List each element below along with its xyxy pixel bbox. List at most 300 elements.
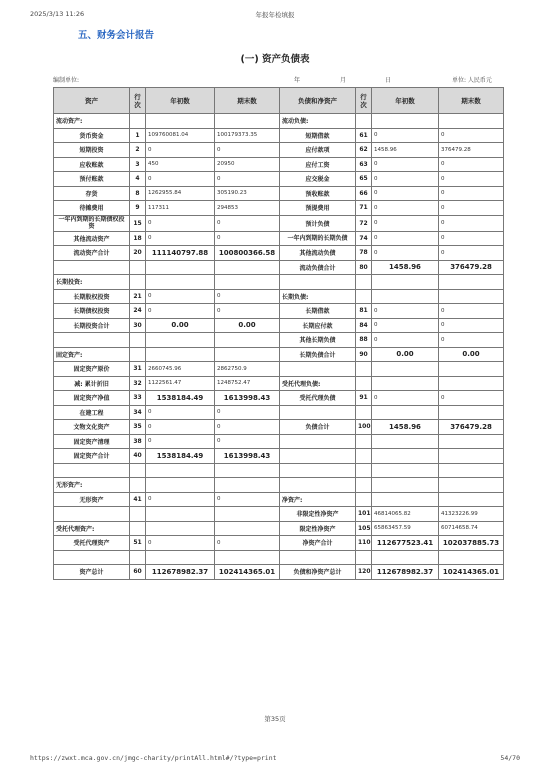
empty-cell	[54, 260, 130, 275]
print-page-title: 年报年检填报	[255, 11, 295, 19]
empty-cell	[130, 260, 146, 275]
asset-item-label: 固定资产合计	[54, 449, 130, 464]
asset-begin-value: 0	[146, 231, 215, 246]
asset-section-label: 无形资产:	[54, 478, 130, 493]
empty-cell	[439, 275, 504, 290]
asset-end-value: 305190.23	[215, 186, 280, 201]
asset-end-value: 0	[215, 143, 280, 158]
asset-end-value: 0	[215, 536, 280, 551]
report-title: (一) 资产负债表	[240, 54, 310, 65]
liability-end-value: 0	[439, 333, 504, 348]
asset-end-value: 0	[215, 492, 280, 507]
liability-begin-value: 0.00	[372, 347, 439, 362]
asset-begin-value: 0	[146, 492, 215, 507]
liability-item-label: 短期借款	[280, 128, 356, 143]
asset-item-label: 资产总计	[54, 565, 130, 580]
asset-begin-value: 1538184.49	[146, 449, 215, 464]
asset-item-label: 待摊费用	[54, 201, 130, 216]
empty-cell	[356, 478, 372, 493]
table-row	[54, 143, 504, 158]
empty-cell	[280, 449, 356, 464]
print-page-count: 54/70	[500, 754, 520, 762]
liability-item-label: 净资产合计	[280, 536, 356, 551]
liability-begin-value: 1458.96	[372, 260, 439, 275]
asset-item-label: 无形资产	[54, 492, 130, 507]
asset-begin-value: 0	[146, 172, 215, 187]
asset-item-label: 流动资产合计	[54, 246, 130, 261]
empty-cell	[372, 463, 439, 478]
asset-begin-value: 0	[146, 420, 215, 435]
empty-cell	[356, 434, 372, 449]
asset-end-value: 100179373.35	[215, 128, 280, 143]
empty-cell	[372, 289, 439, 304]
liability-item-label: 限定性净资产	[280, 521, 356, 536]
empty-cell	[146, 507, 215, 522]
table-row	[54, 391, 504, 406]
header-end: 期末数	[215, 88, 280, 114]
empty-cell	[146, 114, 215, 129]
empty-cell	[215, 333, 280, 348]
asset-row-number: 35	[130, 420, 146, 435]
liability-row-number: 80	[356, 260, 372, 275]
liability-begin-value: 0	[372, 172, 439, 187]
table-row	[54, 304, 504, 319]
liability-item-label: 受托代理负债	[280, 391, 356, 406]
asset-item-label: 短期投资	[54, 143, 130, 158]
empty-cell	[215, 521, 280, 536]
asset-begin-value: 1538184.49	[146, 391, 215, 406]
empty-cell	[130, 507, 146, 522]
liability-row-number: 105	[356, 521, 372, 536]
asset-section-label: 受托代理资产:	[54, 521, 130, 536]
empty-cell	[372, 275, 439, 290]
page-number: 第35页	[264, 715, 286, 723]
empty-cell	[372, 114, 439, 129]
liability-item-label: 其他流动负债	[280, 246, 356, 261]
liability-row-number: 66	[356, 186, 372, 201]
asset-end-value: 2862750.9	[215, 362, 280, 377]
empty-cell	[215, 260, 280, 275]
asset-row-number: 41	[130, 492, 146, 507]
empty-cell	[215, 463, 280, 478]
liability-begin-value: 46814065.82	[372, 507, 439, 522]
liability-begin-value: 0	[372, 304, 439, 319]
asset-item-label: 应收账款	[54, 157, 130, 172]
table-row	[54, 434, 504, 449]
liability-row-number: 91	[356, 391, 372, 406]
asset-row-number: 51	[130, 536, 146, 551]
asset-row-number: 3	[130, 157, 146, 172]
empty-cell	[439, 114, 504, 129]
liability-begin-value: 0	[372, 333, 439, 348]
asset-begin-value: 117311	[146, 201, 215, 216]
liability-end-value: 0	[439, 318, 504, 333]
liability-begin-value: 0	[372, 391, 439, 406]
liability-end-value: 0	[439, 304, 504, 319]
liability-item-label: 流动负债合计	[280, 260, 356, 275]
header-row-no-2: 行次	[356, 88, 372, 114]
table-row	[54, 420, 504, 435]
liability-begin-value: 0	[372, 231, 439, 246]
liability-row-number: 110	[356, 536, 372, 551]
asset-end-value: 294853	[215, 201, 280, 216]
table-row	[54, 201, 504, 216]
table-row	[54, 565, 504, 580]
empty-cell	[439, 449, 504, 464]
table-row	[54, 536, 504, 551]
empty-cell	[356, 449, 372, 464]
table-row	[54, 157, 504, 172]
asset-row-number: 1	[130, 128, 146, 143]
table-row	[54, 318, 504, 333]
liability-item-label: 预提费用	[280, 201, 356, 216]
asset-row-number: 15	[130, 215, 146, 231]
empty-cell	[439, 362, 504, 377]
asset-end-value: 0	[215, 304, 280, 319]
asset-item-label: 一年内到期的长期债权投资	[54, 215, 130, 231]
empty-cell	[372, 362, 439, 377]
liability-item-label: 一年内到期的长期负债	[280, 231, 356, 246]
empty-cell	[146, 347, 215, 362]
asset-begin-value: 0	[146, 215, 215, 231]
empty-cell	[146, 275, 215, 290]
header-row-no: 行次	[130, 88, 146, 114]
asset-item-label: 长期股权投资	[54, 289, 130, 304]
asset-row-number: 38	[130, 434, 146, 449]
liability-item-label: 负债和净资产总计	[280, 565, 356, 580]
asset-row-number: 32	[130, 376, 146, 391]
asset-end-value: 1248752.47	[215, 376, 280, 391]
liability-end-value: 376479.28	[439, 420, 504, 435]
empty-cell	[372, 449, 439, 464]
liability-row-number: 120	[356, 565, 372, 580]
liability-begin-value: 0	[372, 246, 439, 261]
asset-end-value: 0	[215, 420, 280, 435]
empty-cell	[372, 405, 439, 420]
header-begin: 年初数	[146, 88, 215, 114]
liability-end-value: 0	[439, 157, 504, 172]
empty-cell	[439, 463, 504, 478]
table-row	[54, 362, 504, 377]
asset-row-number: 30	[130, 318, 146, 333]
liability-begin-value: 112678982.37	[372, 565, 439, 580]
asset-item-label: 预付账款	[54, 172, 130, 187]
table-row	[54, 215, 504, 231]
liability-item-label: 应付工资	[280, 157, 356, 172]
asset-begin-value: 0	[146, 536, 215, 551]
asset-item-label: 固定资产清理	[54, 434, 130, 449]
table-row	[54, 405, 504, 420]
print-url: https://zwxt.mca.gov.cn/jmgc-charity/printAll.html#/?type=print	[30, 754, 277, 762]
liability-end-value: 0	[439, 215, 504, 231]
asset-end-value: 0	[215, 231, 280, 246]
asset-begin-value: 0	[146, 143, 215, 158]
asset-end-value: 0	[215, 405, 280, 420]
liability-end-value: 0	[439, 128, 504, 143]
asset-begin-value: 109760081.04	[146, 128, 215, 143]
empty-cell	[356, 289, 372, 304]
liability-section-label: 长期负债:	[280, 289, 356, 304]
asset-begin-value: 0.00	[146, 318, 215, 333]
empty-cell	[54, 333, 130, 348]
asset-item-label: 固定资产原价	[54, 362, 130, 377]
asset-row-number: 20	[130, 246, 146, 261]
asset-begin-value: 1262955.84	[146, 186, 215, 201]
liability-end-value: 102037885.73	[439, 536, 504, 551]
empty-cell	[356, 376, 372, 391]
asset-end-value: 20950	[215, 157, 280, 172]
empty-cell	[280, 478, 356, 493]
table-row	[54, 463, 504, 478]
asset-row-number: 40	[130, 449, 146, 464]
liability-section-label: 流动负债:	[280, 114, 356, 129]
header-asset: 资产	[54, 88, 130, 114]
empty-cell	[215, 347, 280, 362]
asset-section-label: 长期投资:	[54, 275, 130, 290]
table-row	[54, 376, 504, 391]
asset-end-value: 0	[215, 172, 280, 187]
asset-end-value: 0	[215, 215, 280, 231]
liability-row-number: 78	[356, 246, 372, 261]
asset-row-number: 18	[130, 231, 146, 246]
empty-cell	[54, 507, 130, 522]
empty-cell	[439, 478, 504, 493]
asset-row-number: 33	[130, 391, 146, 406]
table-row	[54, 550, 504, 565]
empty-cell	[280, 463, 356, 478]
asset-row-number: 8	[130, 186, 146, 201]
empty-cell	[372, 434, 439, 449]
liability-end-value: 0	[439, 186, 504, 201]
liability-row-number: 100	[356, 420, 372, 435]
asset-section-label: 流动资产:	[54, 114, 130, 129]
liability-begin-value: 65863457.59	[372, 521, 439, 536]
liability-end-value: 376479.28	[439, 143, 504, 158]
liability-begin-value: 0	[372, 318, 439, 333]
asset-item-label: 货币资金	[54, 128, 130, 143]
empty-cell	[130, 275, 146, 290]
table-row	[54, 128, 504, 143]
table-row	[54, 246, 504, 261]
empty-cell	[356, 362, 372, 377]
liability-begin-value: 0	[372, 186, 439, 201]
liability-end-value: 41323226.99	[439, 507, 504, 522]
header-liabilities: 负债和净资产	[280, 88, 356, 114]
asset-row-number: 9	[130, 201, 146, 216]
empty-cell	[372, 376, 439, 391]
liability-item-label: 长期应付款	[280, 318, 356, 333]
table-row	[54, 507, 504, 522]
month-label: 月	[340, 77, 347, 84]
table-row	[54, 478, 504, 493]
table-row	[54, 492, 504, 507]
empty-cell	[146, 521, 215, 536]
empty-cell	[280, 434, 356, 449]
liability-row-number: 81	[356, 304, 372, 319]
empty-cell	[356, 114, 372, 129]
currency-label: 单位: 人民币元	[452, 77, 492, 84]
asset-begin-value: 2660745.96	[146, 362, 215, 377]
asset-row-number: 60	[130, 565, 146, 580]
empty-cell	[130, 463, 146, 478]
liability-item-label: 其他长期负债	[280, 333, 356, 348]
empty-cell	[130, 550, 146, 565]
liability-item-label: 负债合计	[280, 420, 356, 435]
asset-item-label: 在建工程	[54, 405, 130, 420]
liability-end-value: 0	[439, 172, 504, 187]
empty-cell	[146, 478, 215, 493]
liability-begin-value: 1458.96	[372, 420, 439, 435]
asset-end-value: 0.00	[215, 318, 280, 333]
empty-cell	[280, 362, 356, 377]
empty-cell	[356, 463, 372, 478]
empty-cell	[215, 478, 280, 493]
unit-label: 编制单位:	[53, 77, 80, 84]
empty-cell	[356, 405, 372, 420]
empty-cell	[439, 550, 504, 565]
empty-cell	[130, 478, 146, 493]
liability-end-value: 0.00	[439, 347, 504, 362]
asset-begin-value: 0	[146, 289, 215, 304]
asset-begin-value: 0	[146, 304, 215, 319]
asset-item-label: 固定资产净值	[54, 391, 130, 406]
liability-end-value: 376479.28	[439, 260, 504, 275]
liability-end-value: 60714658.74	[439, 521, 504, 536]
empty-cell	[146, 333, 215, 348]
empty-cell	[146, 260, 215, 275]
liability-row-number: 74	[356, 231, 372, 246]
liability-item-label: 长期借款	[280, 304, 356, 319]
empty-cell	[439, 434, 504, 449]
liability-end-value: 102414365.01	[439, 565, 504, 580]
liability-end-value: 0	[439, 231, 504, 246]
liability-end-value: 0	[439, 201, 504, 216]
asset-item-label: 存货	[54, 186, 130, 201]
empty-cell	[356, 492, 372, 507]
liability-item-label: 长期负债合计	[280, 347, 356, 362]
empty-cell	[215, 550, 280, 565]
liability-begin-value: 1458.96	[372, 143, 439, 158]
asset-end-value: 100800366.58	[215, 246, 280, 261]
asset-begin-value: 0	[146, 405, 215, 420]
empty-cell	[215, 507, 280, 522]
asset-begin-value: 112678982.37	[146, 565, 215, 580]
empty-cell	[130, 347, 146, 362]
asset-section-label: 固定资产:	[54, 347, 130, 362]
liability-begin-value: 0	[372, 201, 439, 216]
liability-row-number: 71	[356, 201, 372, 216]
liability-end-value: 0	[439, 391, 504, 406]
liability-begin-value: 112677523.41	[372, 536, 439, 551]
table-row	[54, 172, 504, 187]
table-row	[54, 186, 504, 201]
asset-item-label: 文物文化资产	[54, 420, 130, 435]
table-row	[54, 449, 504, 464]
asset-item-label: 受托代理资产	[54, 536, 130, 551]
liability-begin-value: 0	[372, 128, 439, 143]
table-row	[54, 231, 504, 246]
liability-begin-value: 0	[372, 215, 439, 231]
liability-row-number: 63	[356, 157, 372, 172]
year-label: 年	[294, 77, 301, 84]
liability-row-number: 65	[356, 172, 372, 187]
liability-row-number: 101	[356, 507, 372, 522]
asset-row-number: 24	[130, 304, 146, 319]
liability-item-label: 应交税金	[280, 172, 356, 187]
asset-end-value: 1613998.43	[215, 449, 280, 464]
section-title: 五、财务会计报告	[78, 30, 155, 41]
asset-item-label: 长期投资合计	[54, 318, 130, 333]
asset-item-label: 其他流动资产	[54, 231, 130, 246]
empty-cell	[146, 463, 215, 478]
empty-cell	[356, 275, 372, 290]
liability-row-number: 88	[356, 333, 372, 348]
empty-cell	[356, 550, 372, 565]
liability-row-number: 90	[356, 347, 372, 362]
day-label: 日	[385, 77, 392, 84]
print-datetime: 2025/3/13 11:26	[30, 10, 85, 18]
liability-item-label: 非限定性净资产	[280, 507, 356, 522]
table-row	[54, 114, 504, 129]
asset-row-number: 2	[130, 143, 146, 158]
empty-cell	[372, 550, 439, 565]
liability-section-label: 净资产:	[280, 492, 356, 507]
empty-cell	[130, 521, 146, 536]
asset-item-label: 长期债权投资	[54, 304, 130, 319]
empty-cell	[215, 114, 280, 129]
liability-row-number: 62	[356, 143, 372, 158]
asset-item-label: 减: 累计折旧	[54, 376, 130, 391]
empty-cell	[215, 275, 280, 290]
empty-cell	[54, 550, 130, 565]
liability-section-label: 受托代理负债:	[280, 376, 356, 391]
empty-cell	[372, 492, 439, 507]
asset-end-value: 102414365.01	[215, 565, 280, 580]
liability-item-label: 应付款项	[280, 143, 356, 158]
empty-cell	[280, 550, 356, 565]
asset-end-value: 1613998.43	[215, 391, 280, 406]
empty-cell	[372, 478, 439, 493]
header-end-2: 期末数	[439, 88, 504, 114]
empty-cell	[130, 333, 146, 348]
liability-item-label: 预计负债	[280, 215, 356, 231]
table-row	[54, 275, 504, 290]
empty-cell	[54, 463, 130, 478]
asset-end-value: 0	[215, 434, 280, 449]
empty-cell	[439, 405, 504, 420]
asset-begin-value: 0	[146, 434, 215, 449]
liability-row-number: 84	[356, 318, 372, 333]
empty-cell	[439, 376, 504, 391]
table-header-row	[54, 88, 504, 114]
table-row	[54, 347, 504, 362]
liability-row-number: 61	[356, 128, 372, 143]
liability-row-number: 72	[356, 215, 372, 231]
asset-begin-value: 1122561.47	[146, 376, 215, 391]
asset-begin-value: 450	[146, 157, 215, 172]
header-begin-2: 年初数	[372, 88, 439, 114]
empty-cell	[439, 289, 504, 304]
empty-cell	[130, 114, 146, 129]
balance-sheet-table	[53, 87, 504, 580]
table-row	[54, 333, 504, 348]
asset-row-number: 21	[130, 289, 146, 304]
asset-end-value: 0	[215, 289, 280, 304]
asset-begin-value: 111140797.88	[146, 246, 215, 261]
liability-item-label: 预收账款	[280, 186, 356, 201]
liability-end-value: 0	[439, 246, 504, 261]
empty-cell	[280, 405, 356, 420]
